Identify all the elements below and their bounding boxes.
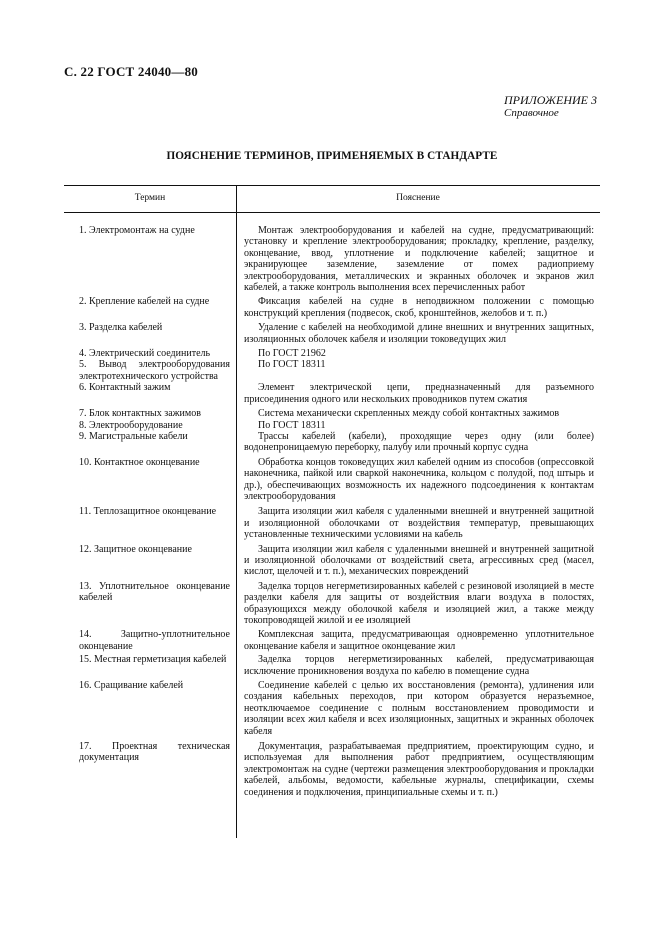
table-row	[64, 408, 600, 419]
table-row	[64, 296, 600, 319]
explanation-cell: Монтаж электрооборудования и кабелей на судне, предусматривающий: установку и крепление электрооборудования; прокладку, крепление, разделку, оконцевание, ввод, уплотнение и подключение кабелей; защитное и экранирующее заземление, заземление от помех радиоприему электрооборудования, металлических и экранных оболочек и экранов жил кабелей, а также контроль выполнения всех перечисленных работ	[244, 225, 594, 294]
term-cell: 4. Электрический соединитель	[79, 348, 211, 360]
explanation-cell: Комплексная защита, предусматривающая одновременно уплотнительное оконцевание кабеля и защитное оконцевание жил	[244, 629, 594, 652]
explanation-cell: Соединение кабелей с целью их восстановления (ремонта), удлинения или создания кабельных переходов, при котором образуется неразъемное, неотключаемое соединение с полным восстановлением проводимости и изоляции всех жил кабеля и всех изоляционных, защитных и экранных оболочек кабеля	[244, 680, 594, 737]
explanation-cell: Фиксация кабелей на судне в неподвижном положении с помощью конструкций крепления (подвесок, скоб, кронштейнов, желобов и т. п.)	[244, 296, 594, 319]
table-row	[64, 680, 600, 737]
explanation-cell: По ГОСТ 18311	[258, 419, 326, 431]
term-cell: 7. Блок контактных зажимов	[79, 408, 201, 420]
term-cell: 15. Местная герметизация кабелей	[79, 654, 227, 666]
explanation-cell: По ГОСТ 21962	[258, 348, 326, 360]
table-row	[64, 457, 600, 503]
term-cell: 12. Защитное оконцевание	[79, 543, 192, 555]
explanation-cell: Обработка концов токоведущих жил кабелей одним из способов (опрессовкой наконечника, пайкой или сваркой наконечника, кольцом с полудой, под штырь и др.), обеспечивающих возможность их надежного подсоединения к контактам электрооборудования	[244, 456, 594, 502]
explanation-cell: Система механически скрепленных между собой контактных зажимов	[258, 408, 560, 420]
table-row	[64, 225, 600, 293]
explanation-cell: По ГОСТ 18311	[258, 359, 326, 371]
appendix-number: ПРИЛОЖЕНИЕ 3	[504, 93, 597, 107]
table-row	[64, 420, 600, 431]
table-row	[64, 629, 600, 652]
table-row	[64, 359, 600, 382]
table-row	[64, 581, 600, 627]
explanation-cell: Заделка торцов негерметизированных кабелей с резиновой изоляцией в месте разделки кабеля для защиты от воздействия влаги воздуха в полостях, образующихся между оболочкой кабеля и изоляцией жил, а также между токопроводящей жилой и ее изоляцией	[244, 580, 594, 626]
table-row	[64, 348, 600, 359]
column-header-term: Термин	[134, 193, 166, 203]
table-row	[64, 382, 600, 405]
column-header-explanation: Пояснение	[396, 193, 440, 203]
explanation-cell: Защита изоляции жил кабеля с удаленными внешней и внутренней защитной и изоляционной оболочками от воздействий света, агрессивных сред (масел, кислот, щелочей и т. п.), механических повреждений	[244, 543, 594, 578]
appendix-type: Справочное	[504, 107, 559, 119]
table-top-border	[64, 185, 600, 186]
term-cell: 6. Контактный зажим	[79, 382, 171, 394]
term-cell: 1. Электромонтаж на судне	[79, 225, 195, 236]
page-reference: С. 22 ГОСТ 24040—80	[64, 64, 198, 79]
table-row	[64, 654, 600, 677]
explanation-cell: Документация, разрабатываемая предприятием, проектирующим судно, и используемая для выполнения работ предприятием, осуществляющим электромонтаж на судне (чертежи размещения электрооборудования и прокладки кабелей, альбомы, ведомости, кабельные журналы, спецификации, схемы соединения и подключения, принципиальные схемы и т. п.)	[244, 741, 594, 798]
table-header-border	[64, 212, 600, 213]
explanation-cell: Трассы кабелей (кабели), проходящие через одну (или более) водонепроницаемую переборку, палубу или прочный корпус судна	[244, 430, 594, 454]
table-row	[64, 506, 600, 540]
term-cell: 13. Уплотнительное оконцевание кабелей	[79, 580, 230, 604]
table-row	[64, 544, 600, 578]
explanation-cell: Заделка торцов негерметизированных кабелей, предусматривающая исключение проникновения воздуха по кабелю в помещение судна	[244, 654, 594, 677]
term-cell: 3. Разделка кабелей	[79, 322, 163, 334]
term-cell: 8. Электрооборудование	[79, 419, 183, 431]
table-row	[64, 741, 600, 798]
term-cell: 5. Вывод электрооборудования электротехнического устройства	[79, 359, 230, 382]
explanation-cell: Элемент электрической цепи, предназначенный для разъемного присоединения одного или нескольких проводников путем сжатия	[244, 382, 594, 405]
term-cell: 2. Крепление кабелей на судне	[79, 296, 210, 308]
appendix-label	[504, 94, 597, 120]
explanation-cell: Удаление с кабелей на необходимой длине внешних и внутренних защитных, изоляционных оболочек кабеля и изоляции токоведущих жил	[244, 322, 594, 345]
terms-table-body	[64, 225, 600, 798]
term-cell: 9. Магистральные кабели	[79, 430, 188, 442]
term-cell: 17. Проектная техническая документация	[79, 741, 230, 764]
term-cell: 10. Контактное оконцевание	[79, 456, 200, 468]
table-row	[64, 431, 600, 454]
term-cell: 14. Защитно-уплотнительное оконцевание	[79, 629, 230, 652]
table-row	[64, 322, 600, 345]
explanation-cell: Защита изоляции жил кабеля с удаленными внешней и внутренней защитной и изоляционной оболочками от воздействия температур, превышающих установленные техническими условиями на кабель	[244, 506, 594, 541]
page-title: ПОЯСНЕНИЕ ТЕРМИНОВ, ПРИМЕНЯЕМЫХ В СТАНДАРТЕ	[166, 150, 498, 162]
term-cell: 16. Сращивание кабелей	[79, 680, 184, 692]
term-cell: 11. Теплозащитное оконцевание	[79, 506, 217, 518]
